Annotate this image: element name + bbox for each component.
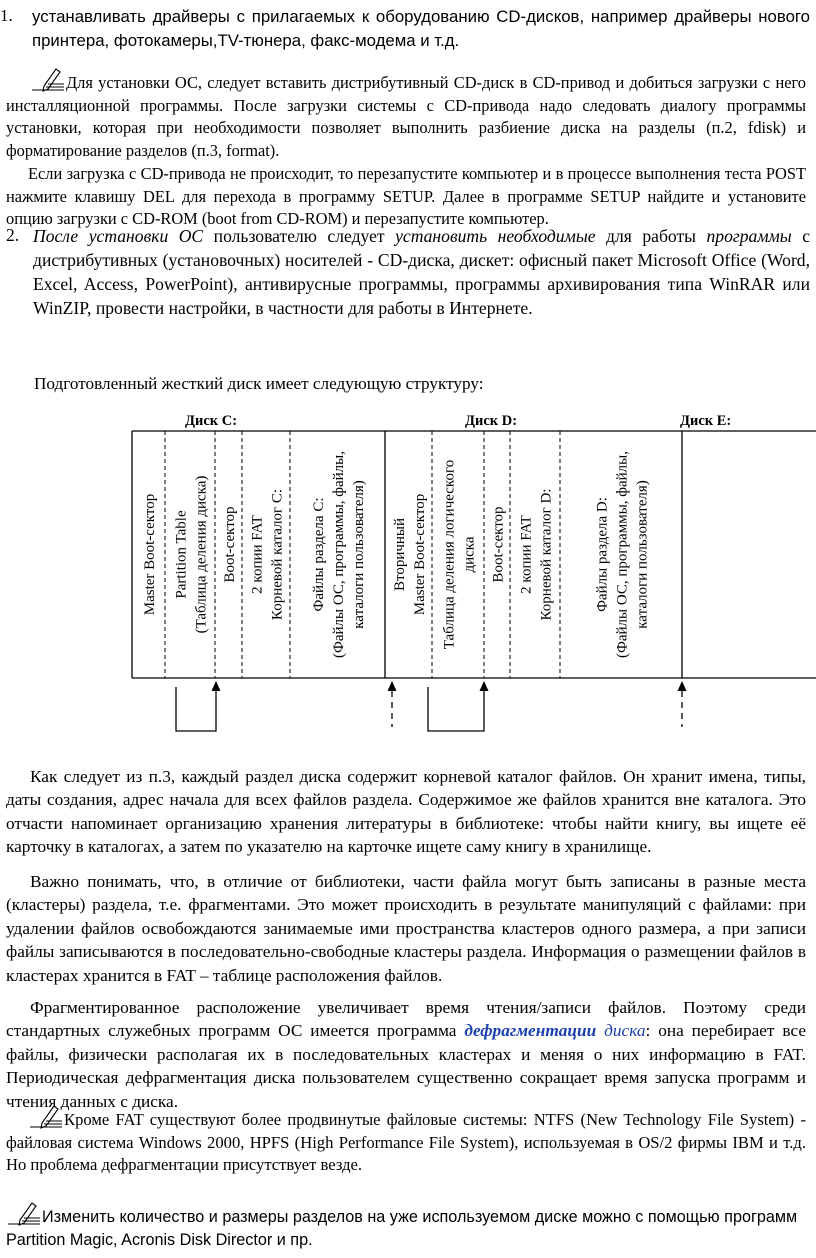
note2-paragraph: Кроме FAT существуют более продвинутые файловые системы: NTFS (New Technology File System) - файловая система Windows 2000, HPFS (High Performance File System), используемая в OS/2 фирмы IBM и т.д. Но проблема дефрагментации присутствует везде. <box>6 1103 806 1177</box>
diagram-column-label: Boot-сектор <box>221 506 238 583</box>
diagram-column-label: Таблица деления логического <box>441 459 458 650</box>
diagram-column-label: Вторичный <box>391 517 408 592</box>
diagram-column-label: Master Boot-сектор <box>141 493 158 616</box>
disk-d-label: Диск D: <box>465 413 518 429</box>
diagram-column-label: каталоги пользователя) <box>350 480 367 629</box>
item2-text: После установки ОС пользователю следует установить необходимые для работы программы с дистрибутивных (установочных) носителей - CD-диска, дискет: офисный пакет Microsoft Office (Word, Excel, Access, PowerPoint), антивирусные программы, программы архивирования типа WinRAR или WinZIP, провести настройки, в частности для работы в Интернете. <box>33 226 810 318</box>
diagram-column-label: 2 копии FAT <box>518 515 535 594</box>
diagram-column-label: Master Boot-сектор <box>411 493 428 616</box>
diagram-column-label: Boot-сектор <box>490 506 507 583</box>
pencil-note-icon <box>30 66 64 92</box>
disk-structure-diagram <box>0 405 816 765</box>
paragraph-root-catalog: Как следует из п.3, каждый раздел диска содержит корневой каталог файлов. Он хранит имена, типы, даты создания, адрес начала для всех файлов раздела. Содержимое же файлов хранится вне каталога. Это отчасти напоминает организацию хранения литературы в библиотеке: чтобы найти книгу, вы ищете её карточку в каталогах, а затем по указателю на карточке ищете саму книгу в хранилище. <box>6 767 806 857</box>
disk-c-label: Диск С: <box>185 413 238 429</box>
diagram-column-label: Корневой каталог C: <box>269 488 286 621</box>
paragraph-fragmentation: Важно понимать, что, в отличие от библиотеки, части файла могут быть записаны в разные места (кластеры) раздела, т.е. фрагментами. Это может происходить в результате манипуляций с файлами: при удалении файлов освобождаются занимаемые ими пространства кластеров одного размера, а при записи файлы записываются в последовательно-свободные кластеры раздела. Информация о размещении файлов в кластерах хранится в FAT – таблице расположения файлов. <box>6 872 806 985</box>
item1-text: устанавливать драйверы с прилагаемых к оборудованию CD-дисков, например драйверы нового принтера, фотокамеры,TV-тюнера, факс-модема и т.д. <box>32 7 810 50</box>
diagram-column-label: каталоги пользователя) <box>634 480 651 629</box>
diagram-column-label: Корневой каталог D: <box>538 488 555 621</box>
disk-e-label: Диск E: <box>680 413 732 429</box>
pencil-note-icon <box>28 1103 62 1129</box>
diagram-column-label: диска <box>461 536 478 573</box>
item1-number: 1. <box>0 6 13 25</box>
note1-paragraph-2: Если загрузка с CD-привода не происходит, то перезапустите компьютер и в процессе выполнения теста POST нажмите клавишу DEL для перехода в программу SETUP. Далее в программе SETUP найдите и установите опцию загрузки с CD-ROM (boot from CD-ROM) и перезапустите компьютер. <box>6 164 806 228</box>
diagram-column-label: (Файлы ОС, программы, файлы, <box>330 451 347 658</box>
note3-paragraph: Изменить количество и размеры разделов на уже используемом диске можно с помощью программ Partition Magic, Acronis Disk Director и пр. <box>6 1200 806 1252</box>
diagram-column-label: Partition Table <box>173 510 190 599</box>
defrag-term: дефрагментации <box>464 1021 597 1041</box>
diagram-column-label: 2 копии FAT <box>249 515 266 594</box>
diagram-column-label: (Таблица деления диска) <box>193 475 210 634</box>
note1-paragraph: Для установки ОС, следует вставить дистрибутивный CD-диск в CD-привод и добиться загрузки с него инсталляционной программы. После загрузки системы с CD-привода надо следовать диалогу программы установки, которая при необходимости позволяет выполнить разбиение диска на разделы (п.2, fdisk) и форматирование разделов (п.3, format). <box>6 66 806 162</box>
structure-intro: Подготовленный жесткий диск имеет следующую структуру: <box>34 374 484 393</box>
paragraph-defragmentation: Фрагментированное расположение увеличивает время чтения/записи файлов. Поэтому среди стандартных служебных программ ОС имеется программа дефрагментации диска: она перебирает все файлы, физически располагая их в последовательных кластерах и меняя о них информацию в FAT. Периодическая дефрагментация диска пользователем существенно сокращает время запуска программ и чтения данных с диска. <box>6 998 807 1111</box>
pencil-note-icon <box>6 1200 40 1226</box>
disk-term: диска <box>604 1021 646 1041</box>
diagram-column-label: Файлы раздела C: <box>310 497 327 612</box>
item2-number: 2. <box>6 225 20 245</box>
diagram-column-label: Файлы раздела D: <box>594 497 611 612</box>
diagram-column-label: (Файлы ОС, программы, файлы, <box>614 451 631 658</box>
